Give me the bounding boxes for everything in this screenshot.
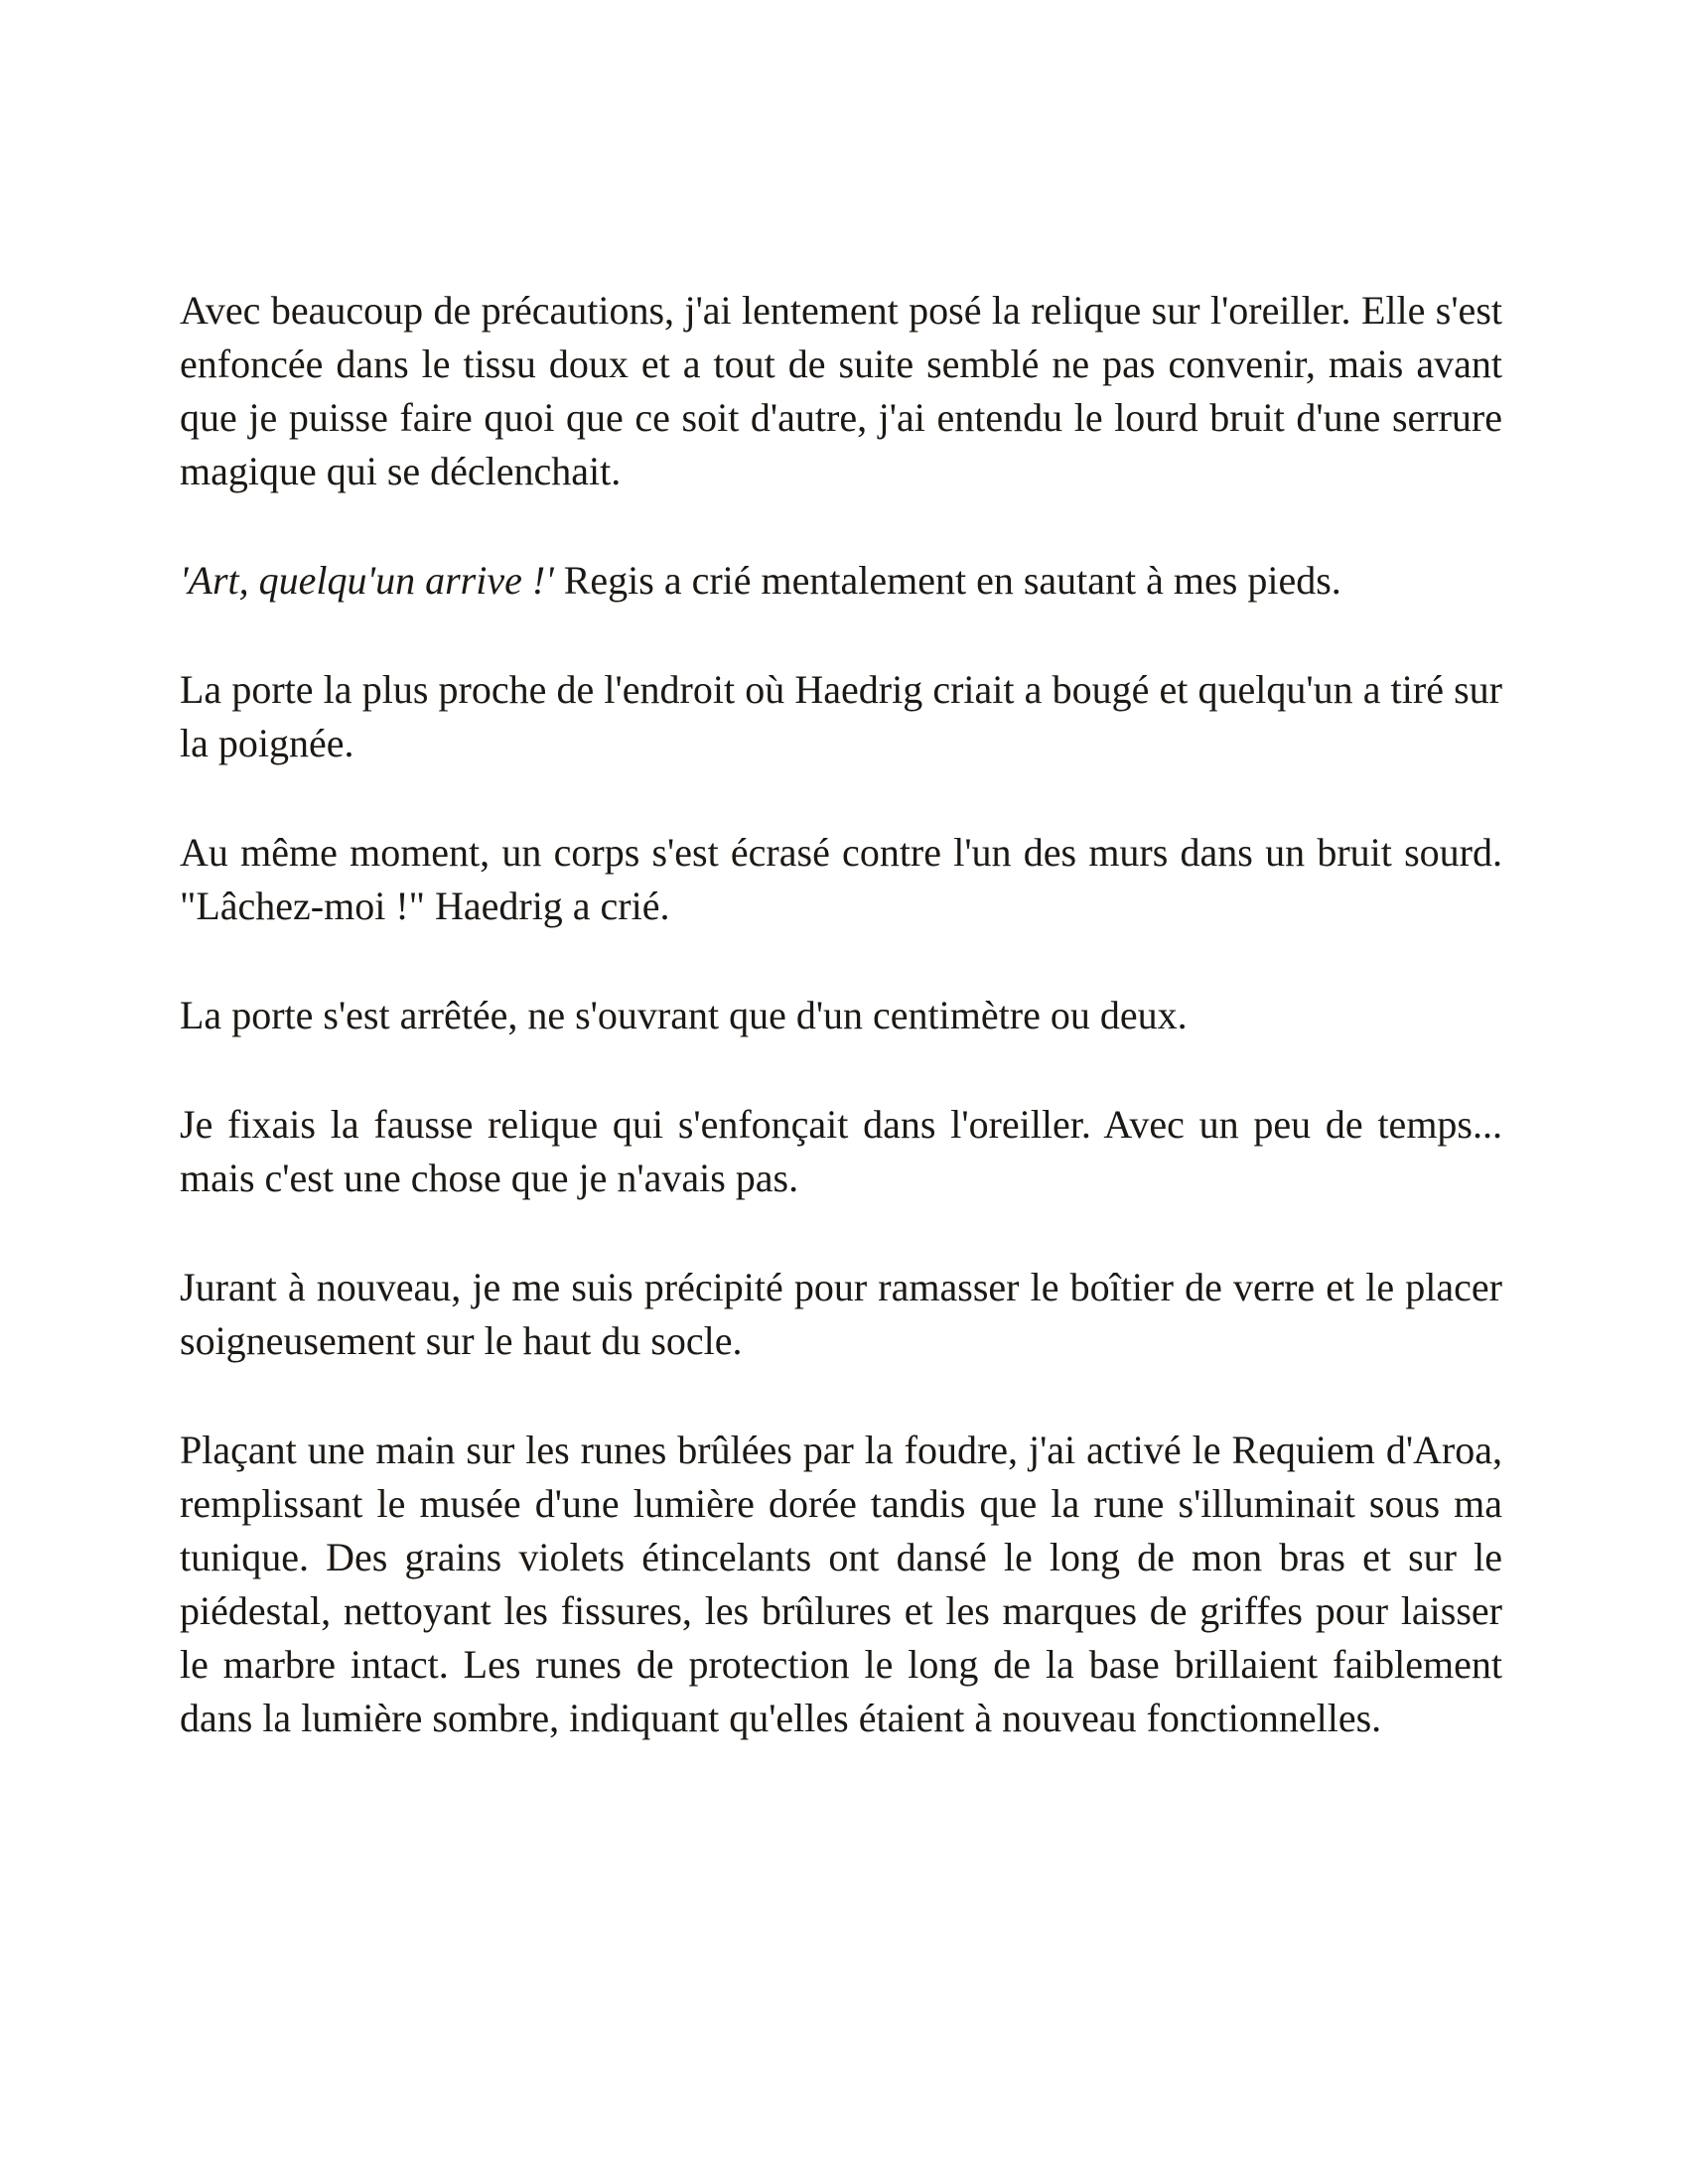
paragraph-4 — [180, 826, 1502, 933]
paragraph-text: Regis a crié mentalement en sautant à mes pieds. — [553, 558, 1341, 603]
paragraph-7 — [180, 1261, 1502, 1368]
paragraph-8 — [180, 1424, 1502, 1745]
paragraph-3 — [180, 663, 1502, 770]
telepathic-dialogue-italic: 'Art, quelqu'un arrive !' — [180, 558, 554, 603]
paragraph-text: Avec beaucoup de précautions, j'ai lentement posé la relique sur l'oreiller. Elle s'est enfoncée dans le tissu doux et a tout de suite semblé ne pas convenir, mais avant que je puisse faire quoi que ce soit d'autre, j'ai entendu le lourd bruit d'une serrure magique qui se déclenchait. — [180, 288, 1502, 493]
paragraph-2 — [180, 554, 1502, 608]
paragraph-text: Je fixais la fausse relique qui s'enfonçait dans l'oreiller. Avec un peu de temps... mais c'est une chose que je n'avais pas. — [180, 1102, 1502, 1200]
paragraph-6 — [180, 1098, 1502, 1205]
paragraph-text: Jurant à nouveau, je me suis précipité pour ramasser le boîtier de verre et le placer soigneusement sur le haut du socle. — [180, 1265, 1502, 1363]
paragraph-text: Plaçant une main sur les runes brûlées par la foudre, j'ai activé le Requiem d'Aroa, remplissant le musée d'une lumière dorée tandis que la rune s'illuminait sous ma tunique. Des grains violets étincelants ont dansé le long de mon bras et sur le piédestal, nettoyant les fissures, les brûlures et les marques de griffes pour laisser le marbre intact. Les runes de protection le long de la base brillaient faiblement dans la lumière sombre, indiquant qu'elles étaient à nouveau fonctionnelles. — [180, 1428, 1502, 1740]
paragraph-1 — [180, 284, 1502, 498]
paragraph-text: Au même moment, un corps s'est écrasé contre l'un des murs dans un bruit sourd. "Lâchez-moi !" Haedrig a crié. — [180, 830, 1502, 928]
paragraph-text: La porte la plus proche de l'endroit où Haedrig criait a bougé et quelqu'un a tiré sur la poignée. — [180, 667, 1502, 765]
paragraph-text: La porte s'est arrêtée, ne s'ouvrant que d'un centimètre ou deux. — [180, 993, 1188, 1037]
paragraph-5 — [180, 989, 1502, 1042]
story-text-block — [180, 284, 1502, 1745]
